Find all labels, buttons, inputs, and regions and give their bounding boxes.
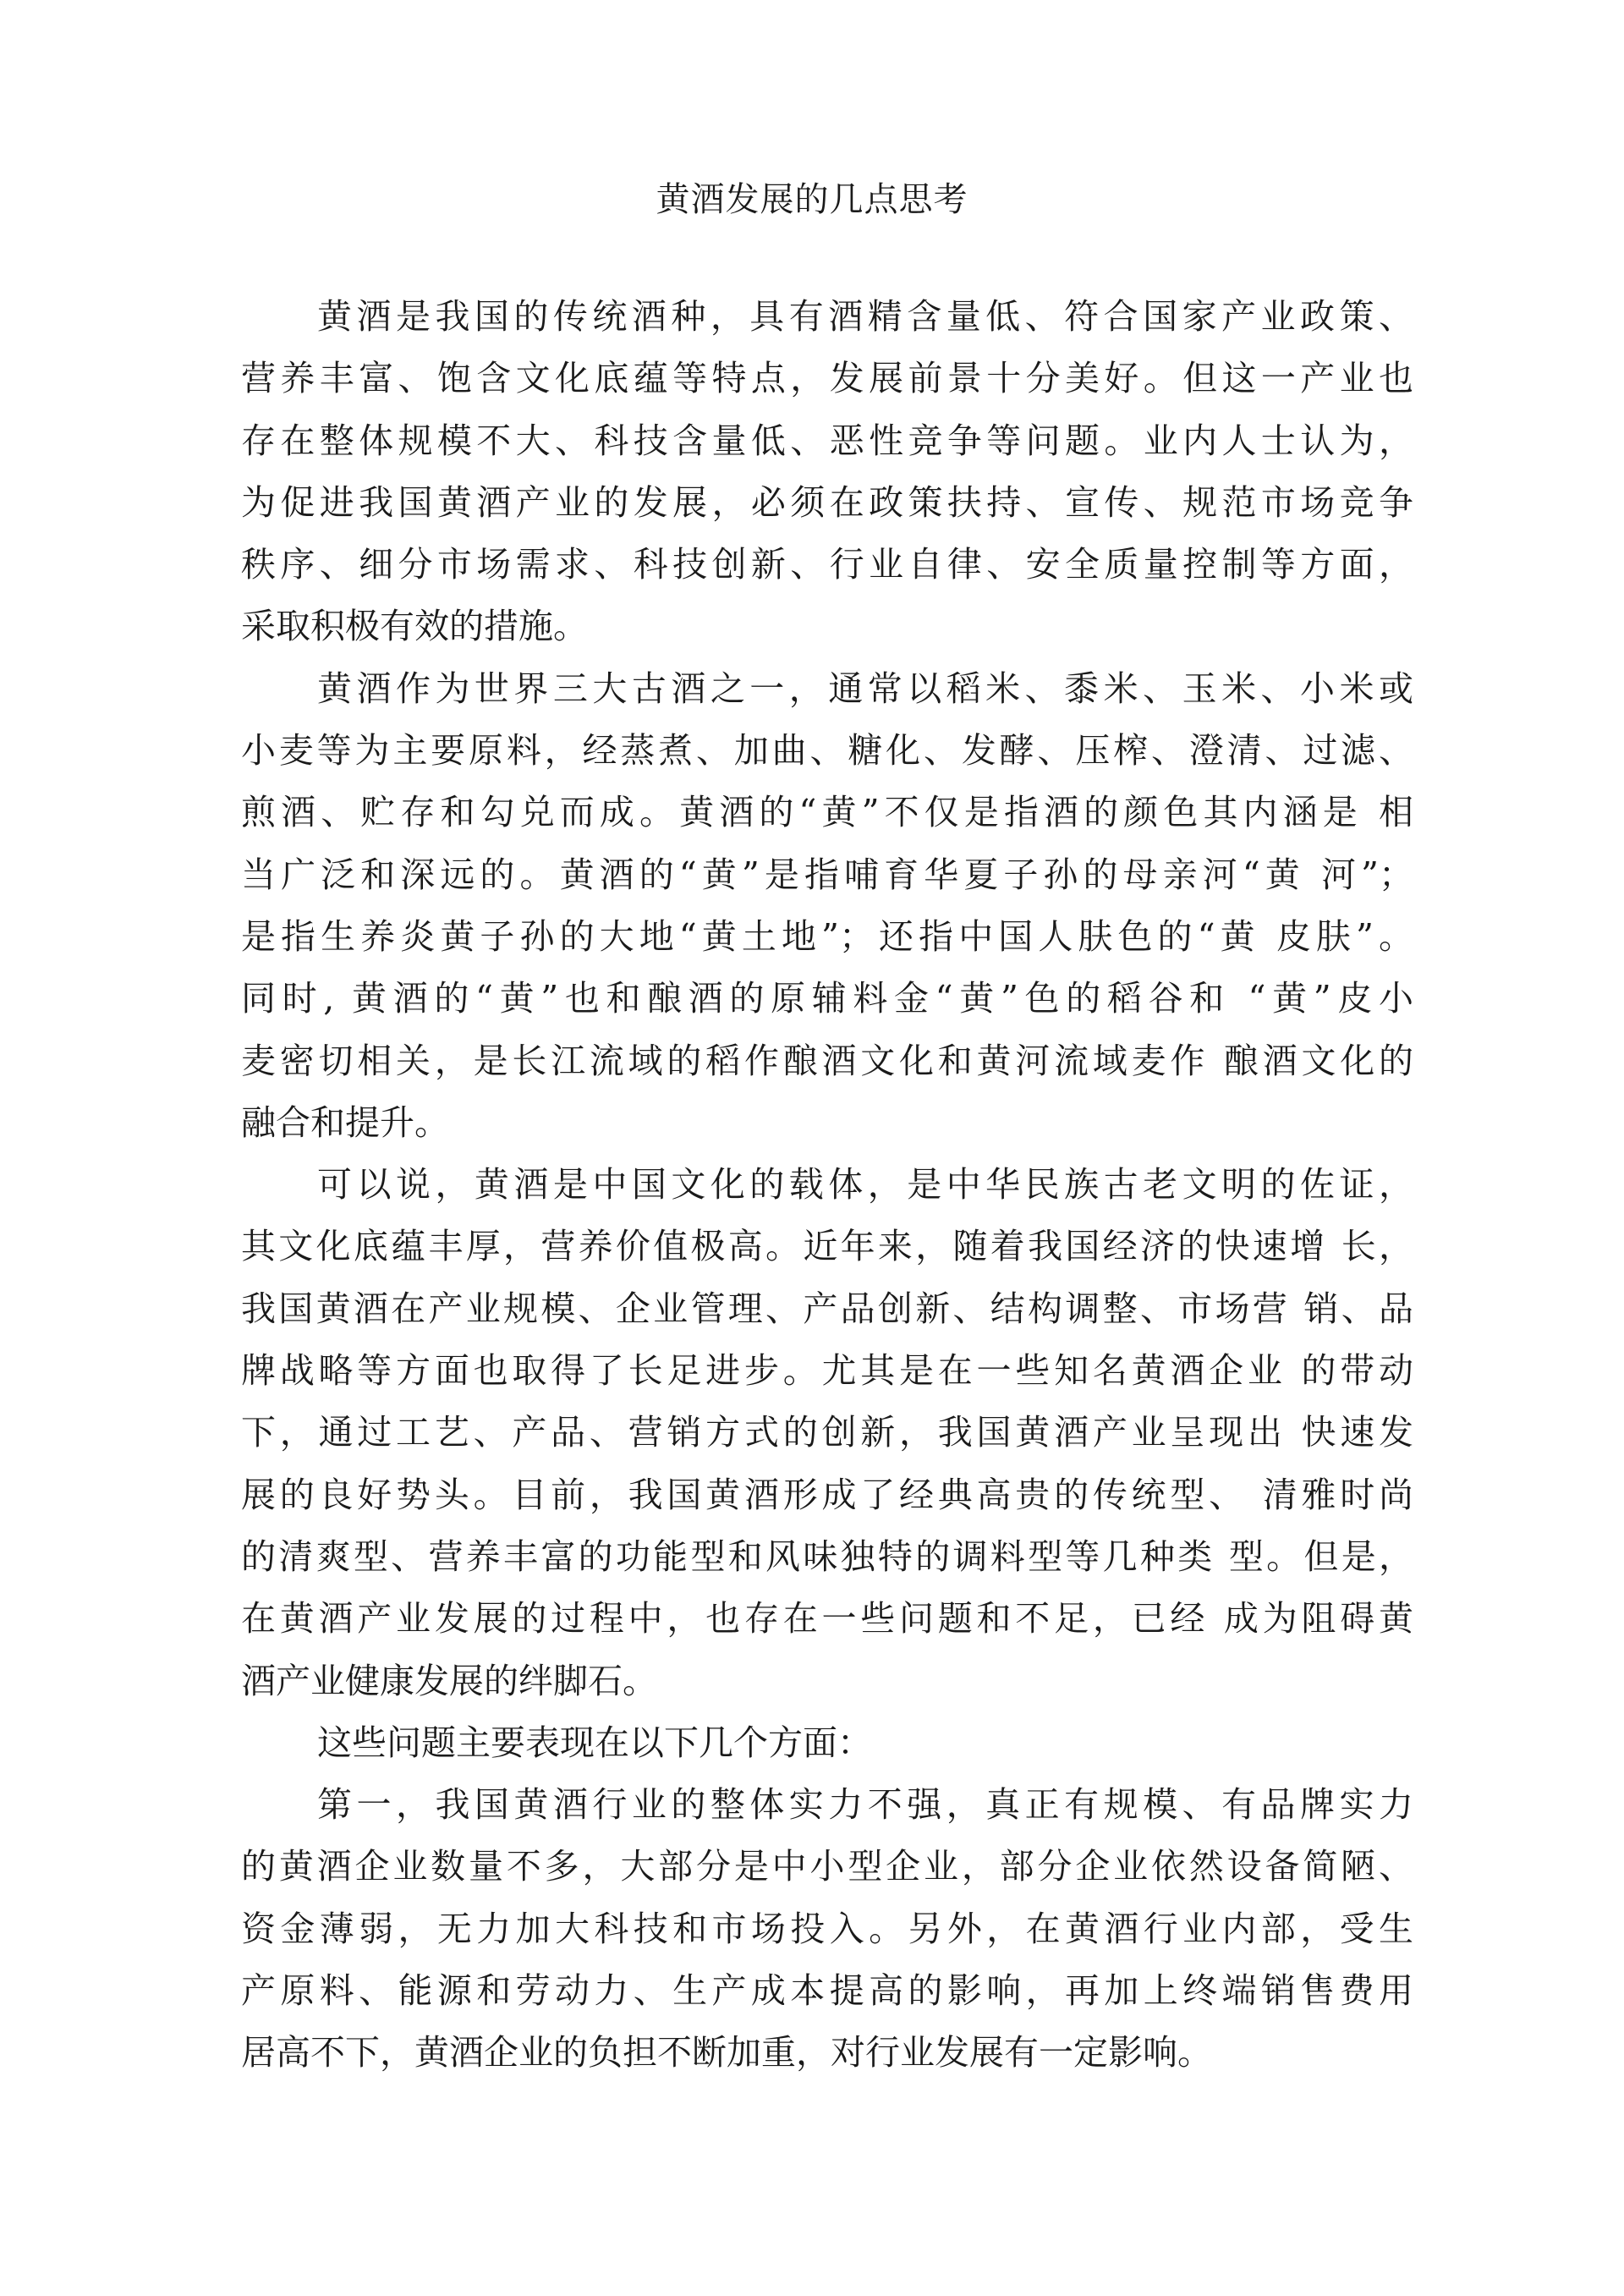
paragraph-line: 融合和提升。 [241,1101,449,1143]
paragraph-line: 的黄酒企业数量不多，大部分是中小型企业，部分企业依然设备简陋、 [241,1846,1413,1887]
paragraph-line: 小麦等为主要原料，经蒸煮、加曲、糖化、发酵、压榨、澄清、过滤、 [241,730,1413,772]
paragraph-line: 同时, 黄酒的“黄”也和酿酒的原辅料金“黄”色的稻谷和 “黄”皮小 [241,978,1413,1019]
document-body [241,286,1413,2085]
paragraph-line: 为促进我国黄酒产业的发展，必须在政策扶持、宣传、规范市场竞争 [241,481,1413,523]
paragraph-line: 牌战略等方面也取得了长足进步。尤其是在一些知名黄酒企业 的带动 [241,1350,1413,1392]
paragraph-line: 的清爽型、营养丰富的功能型和风味独特的调料型等几种类 型。但是， [241,1535,1413,1577]
paragraph-line: 产原料、能源和劳动力、生产成本提高的影响，再加上终端销售费用 [241,1970,1413,2012]
paragraph-line: 第一，我国黄酒行业的整体实力不强，真正有规模、有品牌实力 [317,1784,1413,1826]
paragraph-line: 其文化底蕴丰厚，营养价值极高。近年来，随着我国经济的快速增 长， [241,1226,1413,1267]
paragraph-line: 这些问题主要表现在以下几个方面： [317,1722,872,1763]
paragraph [241,286,1413,658]
paragraph-line: 在黄酒产业发展的过程中，也存在一些问题和不足，已经 成为阻碍黄 [241,1598,1413,1640]
paragraph-line: 秩序、细分市场需求、科技创新、行业自律、安全质量控制等方面， [241,544,1413,585]
paragraph [241,1154,1413,1712]
paragraph-line: 黄酒是我国的传统酒种，具有酒精含量低、符合国家产业政策、 [317,296,1413,337]
paragraph [241,658,1413,1154]
paragraph-line: 存在整体规模不大、科技含量低、恶性竞争等问题。业内人士认为， [241,420,1413,461]
paragraph-line: 酒产业健康发展的绊脚石。 [241,1660,657,1701]
paragraph-line: 当广泛和深远的。黄酒的“黄”是指哺育华夏子孙的母亲河“黄 河”； [241,854,1413,895]
paragraph [241,1774,1413,2084]
paragraph-line: 居高不下，黄酒企业的负担不断加重，对行业发展有一定影响。 [241,2032,1212,2074]
paragraph-line: 煎酒、贮存和勾兑而成。黄酒的“黄”不仅是指酒的颜色其内涵是 相 [241,792,1413,833]
paragraph-line: 营养丰富、饱含文化底蕴等特点，发展前景十分美好。但这一产业也 [241,358,1413,399]
paragraph-line: 下，通过工艺、产品、营销方式的创新，我国黄酒产业呈现出 快速发 [241,1412,1413,1453]
paragraph-line: 黄酒作为世界三大古酒之一，通常以稻米、黍米、玉米、小米或 [317,667,1413,709]
paragraph [241,1712,1413,1774]
paragraph-line: 是指生养炎黄子孙的大地“黄土地”；还指中国人肤色的“黄 皮肤”。 [241,915,1413,957]
paragraph-line: 麦密切相关，是长江流域的稻作酿酒文化和黄河流域麦作 酿酒文化的 [241,1040,1413,1081]
paragraph-line: 采取积极有效的措施。 [241,606,588,647]
paragraph-line: 可以说，黄酒是中国文化的载体，是中华民族古老文明的佐证， [317,1164,1413,1206]
paragraph-line: 我国黄酒在产业规模、企业管理、产品创新、结构调整、市场营 销、品 [241,1288,1413,1329]
document-title: 黄酒发展的几点思考 [656,180,968,219]
paragraph-line: 展的良好势头。目前，我国黄酒形成了经典高贵的传统型、 清雅时尚 [241,1474,1413,1515]
paragraph-line: 资金薄弱，无力加大科技和市场投入。另外，在黄酒行业内部，受生 [241,1908,1413,1949]
